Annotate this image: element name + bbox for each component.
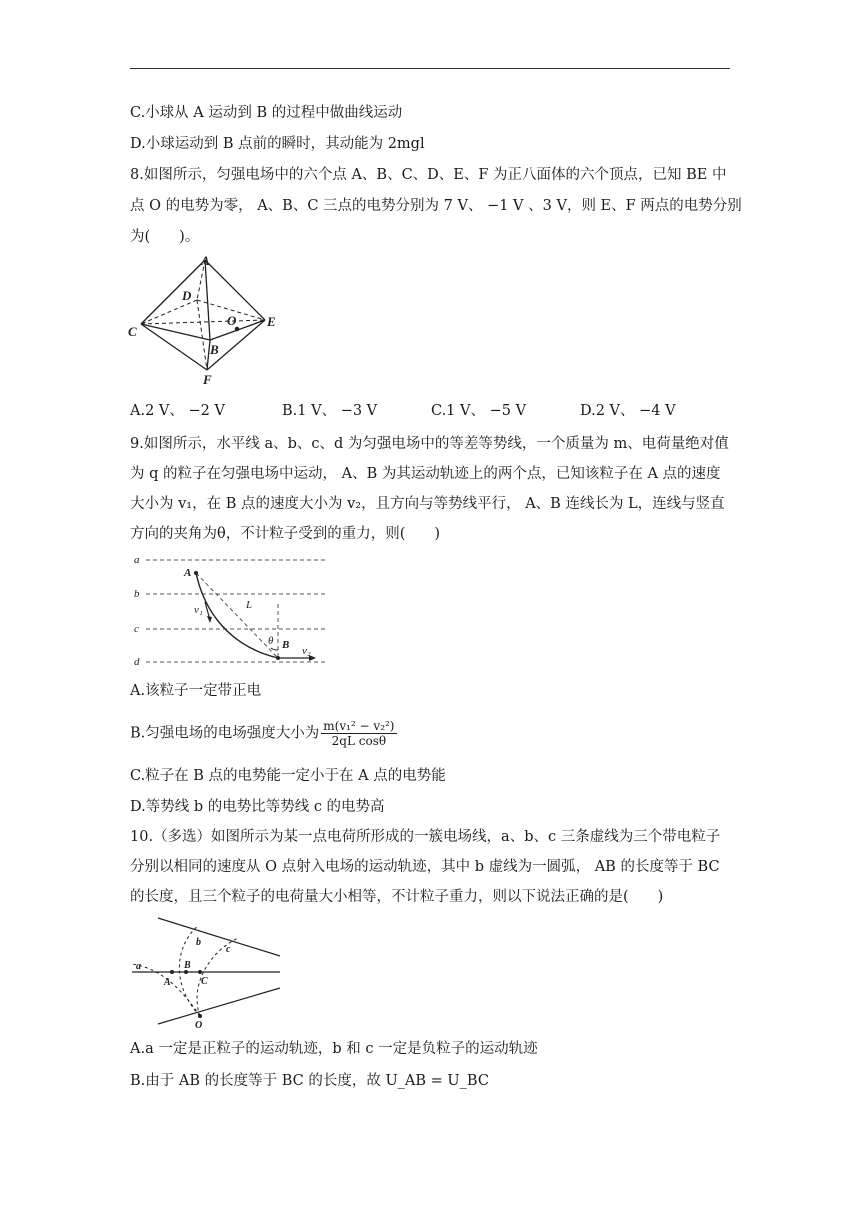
fig10-label-point-c: C: [201, 976, 208, 987]
q8-option-b: B.1 V、 −3 V: [282, 403, 378, 419]
fig8-label-f: F: [203, 372, 212, 387]
fig9-label-a-line: a: [134, 554, 140, 566]
fig9-label-v2: v₂: [302, 645, 311, 657]
q9-option-b-formula: [321, 719, 396, 748]
fig9-label-length: L: [246, 599, 253, 611]
q10-stem-line2: 分别以相同的速度从 O 点射入电场的运动轨迹，其中 b 虚线为一圆弧， AB 的长度等于 BC: [130, 859, 720, 875]
q7-option-d: D.小球运动到 B 点前的瞬时，其动能为 2mgl: [130, 136, 425, 152]
fig9-label-point-a: A: [184, 567, 192, 579]
q9-stem-line3: 大小为 v₁，在 B 点的速度大小为 v₂，且方向与等势线平行， A、B 连线长为 L，连线与竖直: [130, 496, 725, 512]
fig8-label-c: C: [128, 324, 137, 339]
fig10-label-point-a: A: [164, 977, 171, 988]
q9-option-b: [130, 719, 740, 748]
q9-option-d: D.等势线 b 的电势比等势线 c 的电势高: [130, 799, 385, 815]
q8-option-a: A.2 V、 −2 V: [130, 403, 225, 419]
q9-stem-line1: 9.如图所示，水平线 a、b、c、d 为匀强电场中的等差等势线，一个质量为 m、电荷量绝对值: [130, 436, 729, 452]
fig10-label-a-curve: a: [136, 961, 141, 972]
q8-stem-line3: 为( )。: [130, 229, 200, 245]
fig8-label-a: A: [201, 253, 210, 268]
fig9-label-v1: v₁: [194, 604, 203, 616]
q9-option-c: C.粒子在 B 点的电势能一定小于在 A 点的电势能: [130, 768, 446, 784]
fig10-label-c-curve: c: [226, 944, 231, 955]
fig9-label-c-line: c: [134, 623, 139, 635]
fig8-label-d: D: [182, 288, 192, 303]
fig9-label-b-line: b: [134, 588, 140, 600]
fig10-label-b-curve: b: [196, 937, 201, 948]
q8-octahedron-figure: [125, 252, 285, 392]
q7-option-c: C.小球从 A 运动到 B 的过程中做曲线运动: [130, 105, 403, 121]
fig8-label-e: E: [267, 314, 276, 329]
fig10-label-point-o: O: [195, 1020, 203, 1031]
fig9-label-theta: θ: [268, 635, 274, 647]
fig10-label-point-b: B: [184, 960, 191, 971]
fig9-label-point-b: B: [282, 639, 290, 651]
fig8-label-b: B: [210, 342, 219, 357]
q8-stem-line2: 点 O 的电势为零， A、B、C 三点的电势分别为 7 V、 −1 V 、3 V，则 E、F 两点的电势分别: [130, 198, 742, 214]
q9-option-b-text: B.匀强电场的电场强度大小为: [130, 725, 320, 742]
fig9-label-d-line: d: [134, 656, 140, 668]
q8-option-c: C.1 V、 −5 V: [431, 403, 527, 419]
q9-trajectory-figure: [132, 550, 332, 670]
q8-stem-line1: 8.如图所示，匀强电场中的六个点 A、B、C、D、E、F 为正八面体的六个顶点，已知 BE 中: [130, 167, 727, 183]
q9-option-a: A.该粒子一定带正电: [130, 683, 262, 699]
formula-numerator: m(v₁² − v₂²): [323, 719, 395, 733]
q10-field-lines-figure: [128, 912, 293, 1032]
q8-option-d: D.2 V、 −4 V: [580, 403, 676, 419]
fig8-label-o: O: [227, 313, 237, 328]
formula-denominator: 2qL cosθ: [331, 734, 387, 748]
q10-option-a: A.a 一定是正粒子的运动轨迹，b 和 c 一定是负粒子的运动轨迹: [130, 1041, 538, 1057]
q10-stem-line1: 10.（多选）如图所示为某一点电荷所形成的一簇电场线，a、b、c 三条虚线为三个带电粒子: [130, 829, 721, 845]
q10-option-b: B.由于 AB 的长度等于 BC 的长度，故 U_AB = U_BC: [130, 1073, 489, 1089]
q9-stem-line2: 为 q 的粒子在匀强电场中运动， A、B 为其运动轨迹上的两个点，已知该粒子在 A 点的速度: [130, 466, 721, 482]
q9-stem-line4: 方向的夹角为θ，不计粒子受到的重力，则( ): [130, 526, 441, 542]
q10-stem-line3: 的长度，且三个粒子的电荷量大小相等，不计粒子重力，则以下说法正确的是( ): [130, 889, 664, 905]
header-rule: [130, 68, 730, 69]
